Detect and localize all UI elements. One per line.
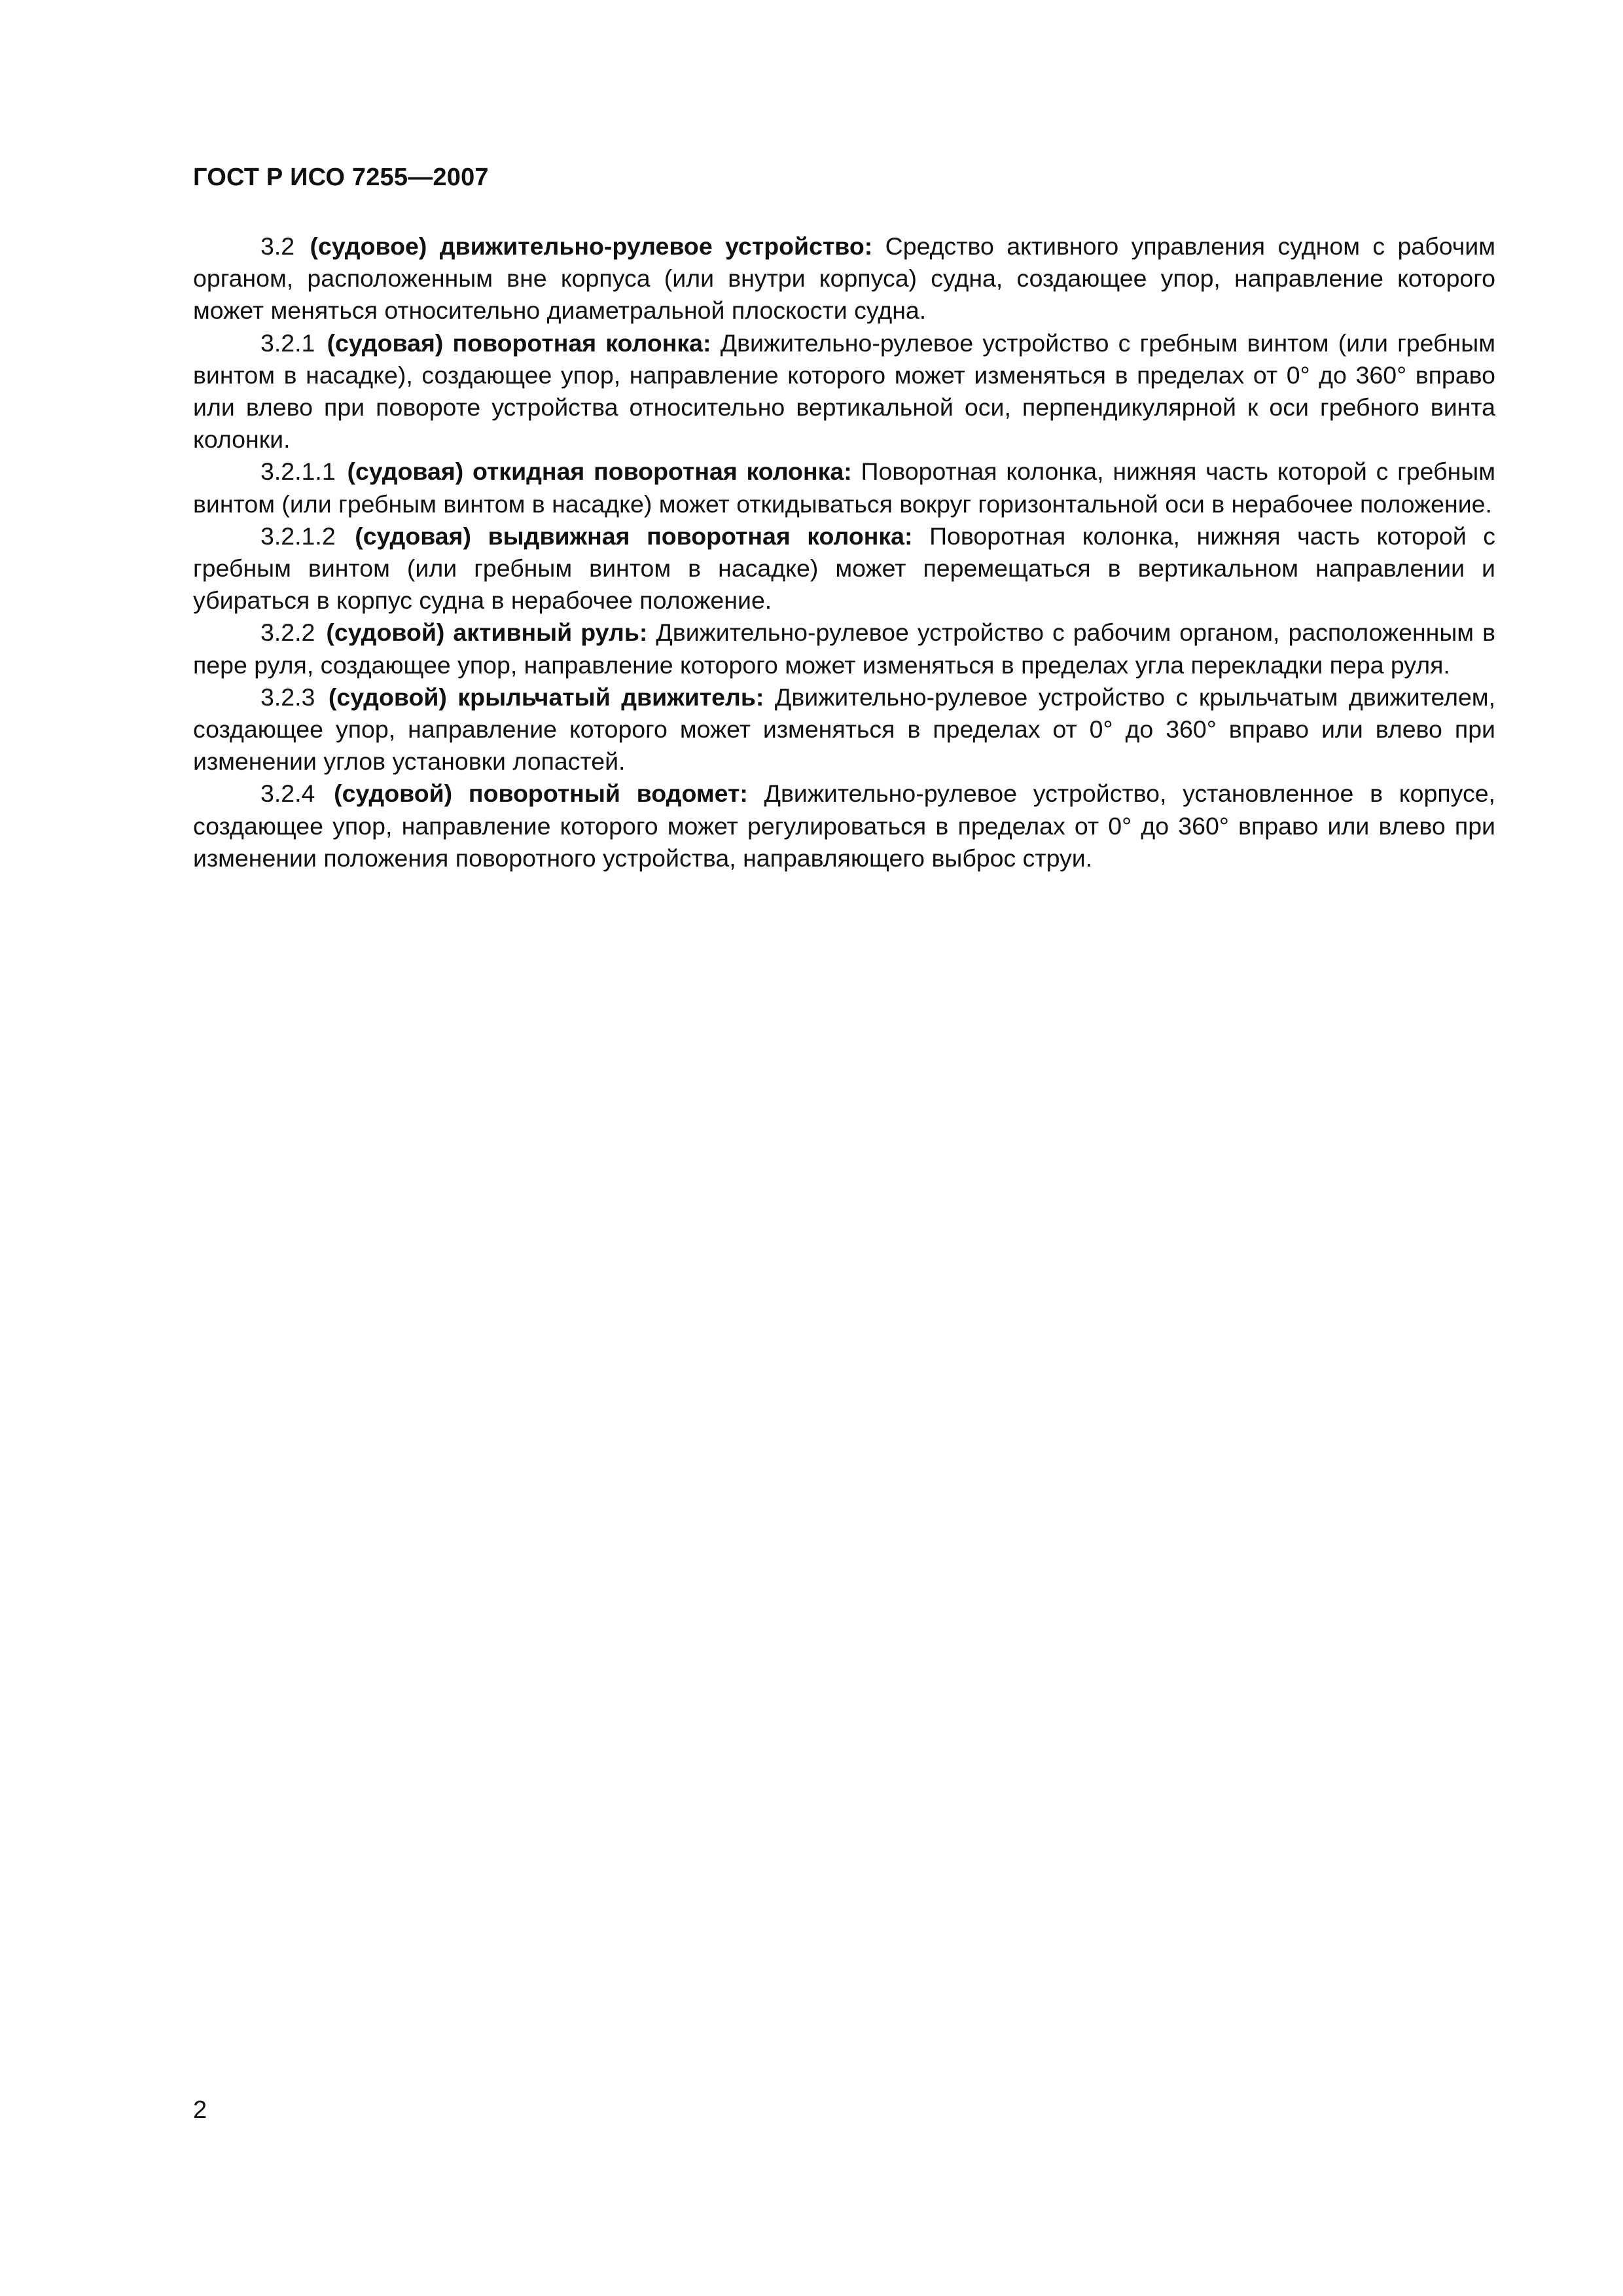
definition-3-2-2 bbox=[193, 617, 1495, 681]
page-number: 2 bbox=[193, 2096, 207, 2124]
definition-3-2-1-1 bbox=[193, 456, 1495, 520]
definition-term: (судовая) откидная поворотная колонка: bbox=[347, 457, 852, 486]
definition-term: (судовой) крыльчатый движитель: bbox=[328, 683, 764, 711]
definition-term: (судовое) движительно-рулевое устройство: bbox=[310, 232, 873, 260]
definition-number: 3.2.1.1 bbox=[260, 457, 336, 486]
definition-term: (судовой) поворотный водомет: bbox=[334, 780, 748, 808]
document-code-header: ГОСТ Р ИСО 7255—2007 bbox=[193, 164, 489, 191]
definition-number: 3.2.4 bbox=[260, 780, 315, 808]
definition-text: Движительно-рулевое устройство с рабочим органом, расположенным в пере руля, создающее упор, направление которого может изменяться в пределах угла перекладки пера руля. bbox=[193, 619, 1496, 679]
definition-text: Средство активного управления судном с рабочим органом, расположенным вне корпуса (или внутри корпуса) судна, создающее упор, направление которого может меняться относительно диаметральной плоскости судна. bbox=[193, 232, 1496, 325]
definition-text: Поворотная колонка, нижняя часть которой с гребным винтом (или гребным винтом в насадке) может перемещаться в вертикальном направлении и убираться в корпус судна в нерабочее положение. bbox=[193, 522, 1495, 615]
definition-text: Движительно-рулевое устройство с гребным винтом (или гребным винтом в насадке), создающее упор, направление которого может изменяться в пределах от 0° до 360° вправо или влево при повороте устройства относительно вертикальной оси, перпендикулярной к оси гребного винта колонки. bbox=[193, 329, 1495, 454]
definition-number: 3.2.1 bbox=[260, 329, 315, 357]
definition-3-2-3 bbox=[193, 681, 1495, 778]
definition-3-2-4 bbox=[193, 778, 1495, 874]
definition-3-2-1 bbox=[193, 327, 1495, 456]
definition-number: 3.2.1.2 bbox=[260, 522, 336, 550]
definition-term: (судовая) выдвижная поворотная колонка: bbox=[355, 522, 913, 550]
definitions-section bbox=[193, 230, 1495, 874]
definition-term: (судовой) активный руль: bbox=[326, 619, 648, 647]
definition-text: Движительно-рулевое устройство, установленное в корпусе, создающее упор, направление которого может регулироваться в пределах от 0° до 360° вправо или влево при изменении положения поворотного устройства, направляющего выброс струи. bbox=[193, 780, 1495, 872]
definition-text: Движительно-рулевое устройство с крыльчатым движителем, создающее упор, направление которого может изменяться в пределах от 0° до 360° вправо или влево при изменении углов установки лопастей. bbox=[193, 683, 1496, 776]
definition-term: (судовая) поворотная колонка: bbox=[327, 329, 711, 357]
definition-text: Поворотная колонка, нижняя часть которой с гребным винтом (или гребным винтом в насадке) может откидываться вокруг горизонтальной оси в нерабочее положение. bbox=[193, 457, 1496, 518]
definition-number: 3.2.2 bbox=[260, 619, 315, 647]
definition-number: 3.2.3 bbox=[260, 683, 315, 711]
definition-number: 3.2 bbox=[260, 232, 295, 260]
definition-3-2-1-2 bbox=[193, 520, 1495, 617]
definition-3-2 bbox=[193, 230, 1495, 327]
